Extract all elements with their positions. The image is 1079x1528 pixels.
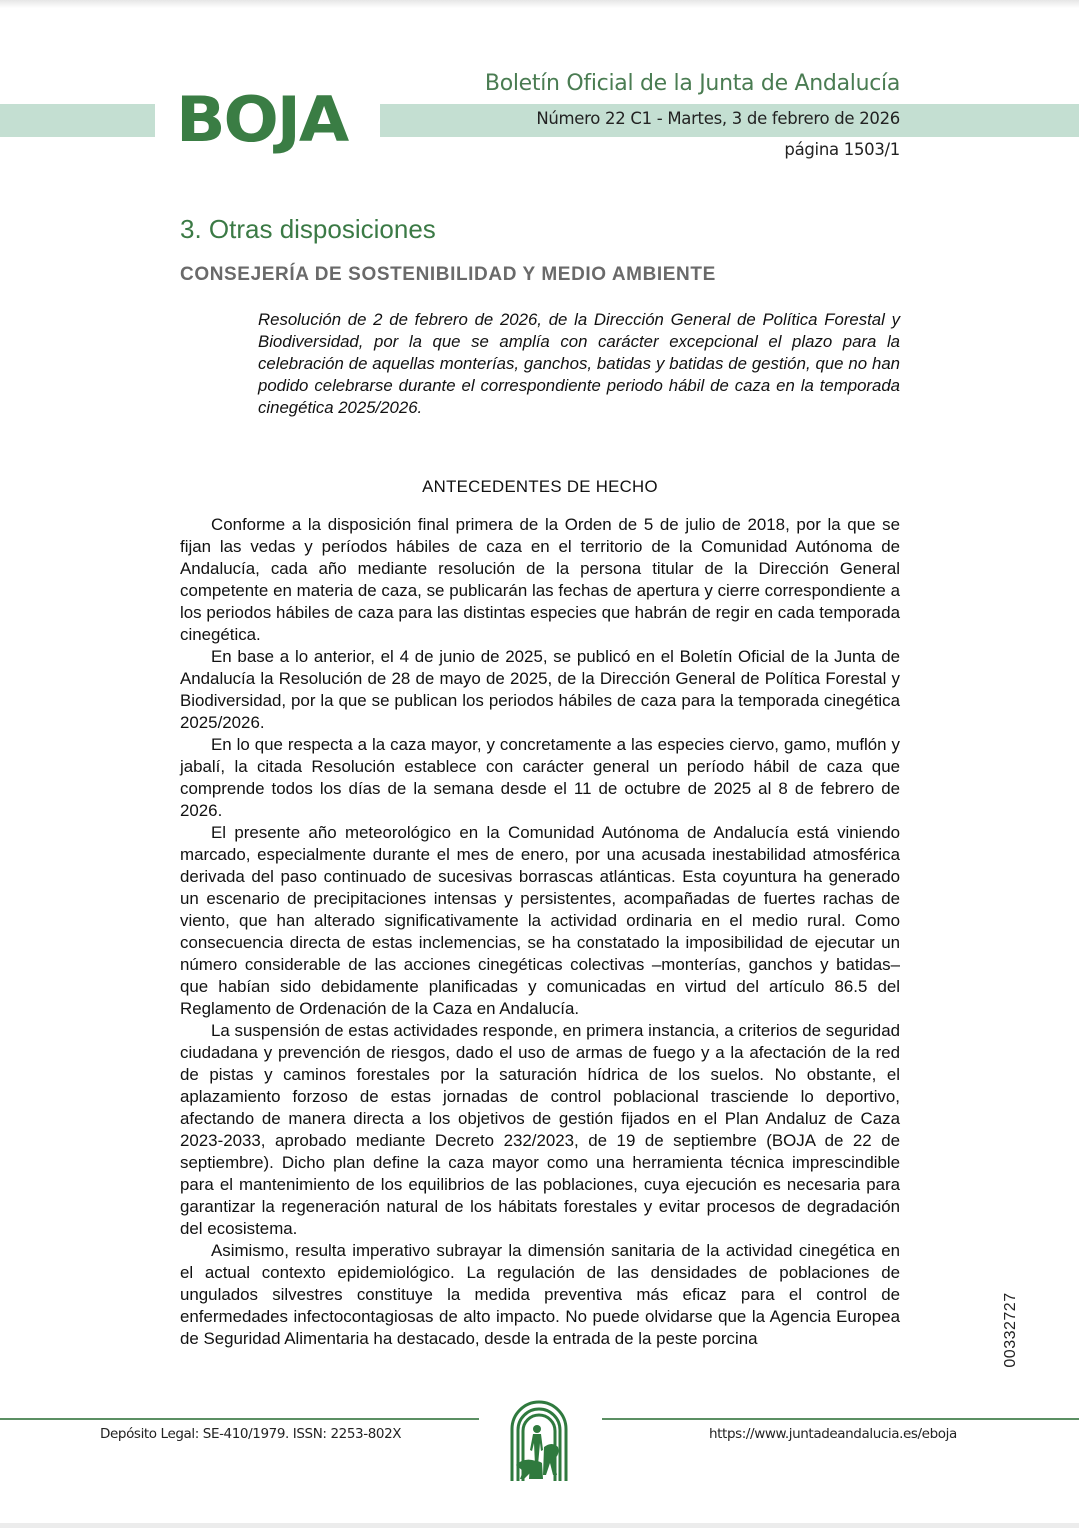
- resolution-summary: Resolución de 2 de febrero de 2026, de la Dirección General de Política Forestal y Biodiversidad, por la que se amplía con carácter excepcional el plazo para la celebración de aquellas monterías, ganchos, batidas y batidas de gestión, que no han podido celebrarse durante el correspondiente periodo hábil de caza en la temporada cinegética 2025/2026.: [258, 310, 900, 417]
- paragraph: La suspensión de estas actividades responde, en primera instancia, a criterios de seguridad ciudadana y prevención de riesgos, dado el uso de armas de fuego y a la afectación de la red de pistas y caminos forestales por la saturación hídrica de los suelos. No obstante, el aplazamiento forzoso de estas jornadas de control poblacional trasciende lo deportivo, afectando de manera directa a los objetivos de gestión fijados en el Plan Andaluz de Caza 2023-2033, aprobado mediante Decreto 232/2023, de 19 de septiembre (BOJA de 22 de septiembre). Dicho plan define la caza mayor como una herramienta técnica imprescindible para el mantenimiento de los equilibrios de las poblaciones, cuya ejecución es necesaria para garantizar la regeneración natural de los hábitats forestales y evitar procesos de degradación del ecosistema.: [180, 1021, 900, 1238]
- page-bottom-edge: [0, 1523, 1079, 1528]
- footer-rule-left: [0, 1418, 479, 1420]
- header-band-left: [0, 104, 155, 137]
- junta-andalucia-emblem-icon: [508, 1399, 570, 1483]
- paragraph: En lo que respecta a la caza mayor, y concretamente a las especies ciervo, gamo, muflón y jabalí, la citada Resolución establece con carácter general un período hábil de caza que comprende todos los días de la semana desde el 11 de octubre de 2025 al 8 de febrero de 2026.: [180, 735, 900, 820]
- consejeria-heading: CONSEJERÍA DE SOSTENIBILIDAD Y MEDIO AMBIENTE: [180, 264, 716, 285]
- bulletin-title: Boletín Oficial de la Junta de Andalucía: [484, 71, 900, 96]
- paragraph: Conforme a la disposición final primera de la Orden de 5 de julio de 2018, por la que se fijan las vedas y períodos hábiles de caza en el territorio de la Comunidad Autónoma de Andalucía, cada año mediante resolución de la persona titular de la Dirección General competente en materia de caza, se publicarán las fechas de apertura y cierre correspondiente a los periodos hábiles de caza para las distintas especies que habrán de regir en cada temporada cinegética.: [180, 515, 900, 644]
- page-top-edge: [0, 0, 1079, 8]
- footer-rule-right: [602, 1418, 1079, 1420]
- page-number: página 1503/1: [784, 140, 900, 159]
- paragraph: El presente año meteorológico en la Comunidad Autónoma de Andalucía está viniendo marcado, especialmente durante el mes de enero, por una acusada inestabilidad atmosférica derivada del paso continuado de sucesivas borrascas atlánticas. Esta coyuntura ha generado un escenario de precipitaciones intensas y persistentes, acompañadas de fuertes rachas de viento, que han alterado significativamente la actividad ordinaria en el medio rural. Como consecuencia directa de estas inclemencias, se ha constatado la imposibilidad de ejecutar un número considerable de las acciones cinegéticas colectivas –monterías, ganchos y batidas– que habían sido debidamente planificadas y comunicadas en virtud del artículo 86.5 del Reglamento de Ordenación de la Caza en Andalucía.: [180, 823, 900, 1018]
- antecedentes-heading: ANTECEDENTES DE HECHO: [422, 477, 658, 496]
- issue-number-date: Número 22 C1 - Martes, 3 de febrero de 2026: [536, 109, 900, 128]
- eboja-url[interactable]: https://www.juntadeandalucia.es/eboja: [709, 1426, 957, 1442]
- body-paragraphs: [180, 514, 900, 1350]
- paragraph: Asimismo, resulta imperativo subrayar la dimensión sanitaria de la actividad cinegética en el actual contexto epidemiológico. La regulación de las densidades de poblaciones de ungulados silvestres constituye la medida preventiva más eficaz para el control de enfermedades infectocontagiosas de alto impacto. No puede olvidarse que la Agencia Europea de Seguridad Alimentaria ha destacado, desde la entrada de la peste porcina: [180, 1241, 900, 1348]
- document-code: 00332727: [1002, 1292, 1019, 1368]
- legal-deposit: Depósito Legal: SE-410/1979. ISSN: 2253-802X: [100, 1426, 402, 1442]
- section-title: 3. Otras disposiciones: [180, 214, 436, 244]
- boja-logo: BOJA: [176, 83, 348, 156]
- paragraph: En base a lo anterior, el 4 de junio de 2025, se publicó en el Boletín Oficial de la Junta de Andalucía la Resolución de 28 de mayo de 2025, de la Dirección General de Política Forestal y Biodiversidad, por la que se publican los periodos hábiles de caza para la temporada cinegética 2025/2026.: [180, 647, 900, 732]
